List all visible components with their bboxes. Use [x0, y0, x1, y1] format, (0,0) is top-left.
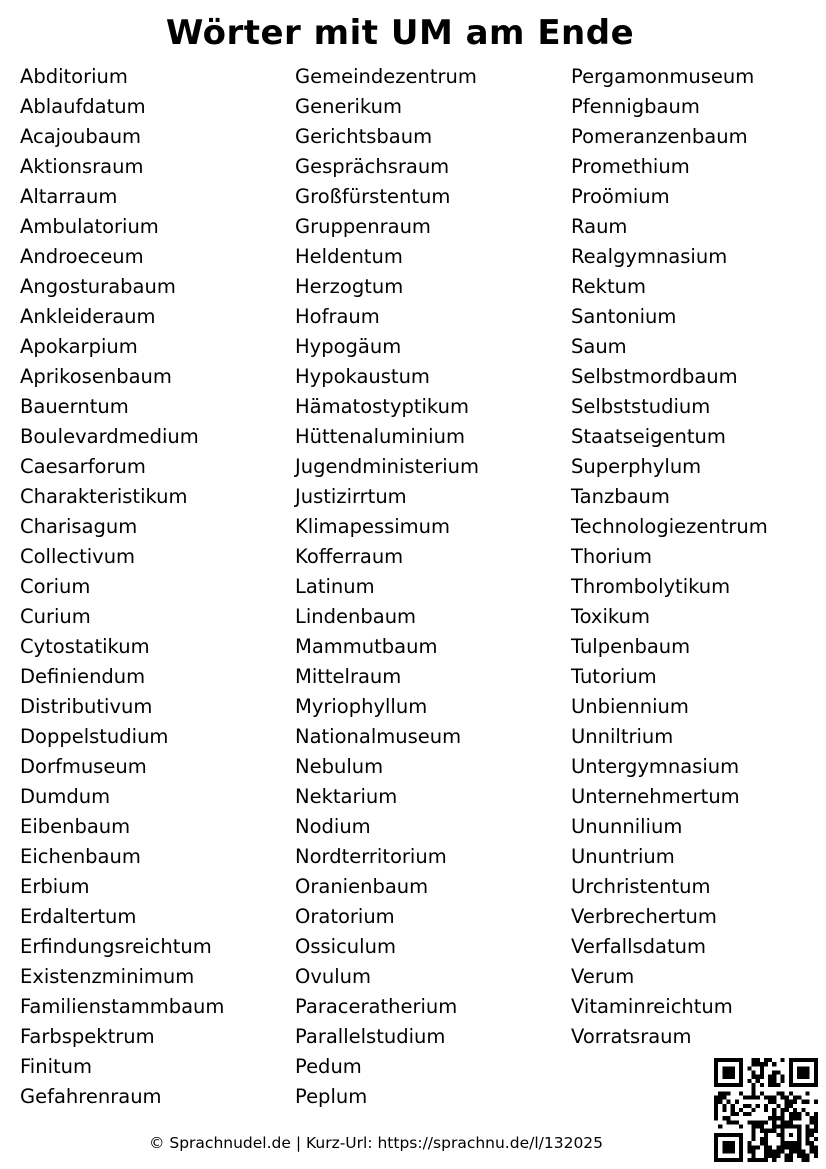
word-item: Peplum — [295, 1085, 368, 1108]
word-item: Ossiculum — [295, 935, 396, 958]
word-item: Justizirrtum — [295, 485, 407, 508]
word-item: Charakteristikum — [20, 485, 188, 508]
word-item: Ununnilium — [571, 815, 683, 838]
word-item: Distributivum — [20, 695, 153, 718]
word-item: Unbiennium — [571, 695, 689, 718]
word-item: Thrombolytikum — [571, 575, 731, 598]
word-item: Hüttenaluminium — [295, 425, 465, 448]
word-item: Corium — [20, 575, 91, 598]
word-item: Nodium — [295, 815, 371, 838]
word-item: Tutorium — [571, 665, 657, 688]
word-item: Finitum — [20, 1055, 92, 1078]
word-item: Realgymnasium — [571, 245, 728, 268]
word-item: Curium — [20, 605, 91, 628]
word-item: Abditorium — [20, 65, 128, 88]
word-item: Apokarpium — [20, 335, 138, 358]
word-item: Charisagum — [20, 515, 138, 538]
word-item: Toxikum — [571, 605, 650, 628]
word-item: Erfindungsreichtum — [20, 935, 212, 958]
word-item: Verum — [571, 965, 635, 988]
word-item: Kofferraum — [295, 545, 404, 568]
word-item: Erbium — [20, 875, 90, 898]
word-item: Altarraum — [20, 185, 118, 208]
word-item: Cytostatikum — [20, 635, 150, 658]
word-item: Pedum — [295, 1055, 362, 1078]
word-item: Boulevardmedium — [20, 425, 199, 448]
word-item: Nationalmuseum — [295, 725, 462, 748]
word-item: Parallelstudium — [295, 1025, 446, 1048]
word-item: Hypogäum — [295, 335, 402, 358]
word-item: Verfallsdatum — [571, 935, 706, 958]
word-item: Existenzminimum — [20, 965, 195, 988]
qr-code-icon[interactable] — [714, 1058, 818, 1162]
word-item: Promethium — [571, 155, 690, 178]
word-item: Nordterritorium — [295, 845, 447, 868]
word-item: Vitaminreichtum — [571, 995, 733, 1018]
word-item: Ovulum — [295, 965, 372, 988]
word-item: Dorfmuseum — [20, 755, 147, 778]
word-item: Dumdum — [20, 785, 111, 808]
word-item: Superphylum — [571, 455, 702, 478]
word-item: Gesprächsraum — [295, 155, 450, 178]
word-item: Caesarforum — [20, 455, 146, 478]
word-item: Farbspektrum — [20, 1025, 155, 1048]
word-item: Collectivum — [20, 545, 136, 568]
word-item: Urchristentum — [571, 875, 711, 898]
word-item: Bauerntum — [20, 395, 129, 418]
word-item: Gefahrenraum — [20, 1085, 162, 1108]
word-item: Myriophyllum — [295, 695, 428, 718]
word-item: Aktionsraum — [20, 155, 144, 178]
word-column-3 — [571, 62, 768, 1052]
word-item: Angosturabaum — [20, 275, 176, 298]
word-item: Hypokaustum — [295, 365, 430, 388]
word-item: Unniltrium — [571, 725, 674, 748]
word-item: Erdaltertum — [20, 905, 137, 928]
word-item: Selbststudium — [571, 395, 711, 418]
word-item: Tulpenbaum — [571, 635, 691, 658]
word-item: Nektarium — [295, 785, 398, 808]
word-item: Latinum — [295, 575, 375, 598]
word-item: Generikum — [295, 95, 402, 118]
word-item: Gerichtsbaum — [295, 125, 433, 148]
word-item: Familienstammbaum — [20, 995, 225, 1018]
word-item: Vorratsraum — [571, 1025, 692, 1048]
word-item: Großfürstentum — [295, 185, 451, 208]
word-item: Thorium — [571, 545, 652, 568]
word-item: Heldentum — [295, 245, 403, 268]
word-item: Pfennigbaum — [571, 95, 700, 118]
word-item: Androeceum — [20, 245, 144, 268]
word-item: Rektum — [571, 275, 646, 298]
word-item: Santonium — [571, 305, 677, 328]
word-item: Oranienbaum — [295, 875, 429, 898]
word-item: Saum — [571, 335, 627, 358]
word-item: Gruppenraum — [295, 215, 431, 238]
word-item: Mammutbaum — [295, 635, 438, 658]
word-item: Verbrechertum — [571, 905, 717, 928]
word-item: Gemeindezentrum — [295, 65, 477, 88]
word-item: Pergamonmuseum — [571, 65, 755, 88]
word-item: Hofraum — [295, 305, 380, 328]
word-column-2 — [295, 62, 479, 1112]
word-item: Staatseigentum — [571, 425, 726, 448]
word-item: Pomeranzenbaum — [571, 125, 748, 148]
word-item: Ununtrium — [571, 845, 675, 868]
word-item: Oratorium — [295, 905, 395, 928]
word-item: Untergymnasium — [571, 755, 740, 778]
word-item: Definiendum — [20, 665, 146, 688]
word-item: Unternehmertum — [571, 785, 740, 808]
word-item: Ambulatorium — [20, 215, 159, 238]
word-item: Doppelstudium — [20, 725, 169, 748]
word-item: Raum — [571, 215, 628, 238]
word-item: Jugendministerium — [295, 455, 480, 478]
word-item: Mittelraum — [295, 665, 402, 688]
word-item: Lindenbaum — [295, 605, 417, 628]
word-item: Technologiezentrum — [571, 515, 768, 538]
word-item: Eichenbaum — [20, 845, 141, 868]
word-item: Hämatostyptikum — [295, 395, 469, 418]
footer-credit: © Sprachnudel.de | Kurz-Url: https://sprachnu.de/l/132025 — [148, 1134, 604, 1152]
word-item: Proömium — [571, 185, 670, 208]
word-item: Klimapessimum — [295, 515, 451, 538]
word-item: Selbstmordbaum — [571, 365, 738, 388]
word-item: Ankleideraum — [20, 305, 156, 328]
word-item: Tanzbaum — [571, 485, 670, 508]
word-item: Acajoubaum — [20, 125, 142, 148]
word-column-1 — [20, 62, 224, 1112]
page-title: Wörter mit UM am Ende — [165, 13, 635, 53]
word-item: Aprikosenbaum — [20, 365, 172, 388]
word-item: Nebulum — [295, 755, 384, 778]
word-item: Herzogtum — [295, 275, 404, 298]
word-item: Paraceratherium — [295, 995, 458, 1018]
word-item: Eibenbaum — [20, 815, 131, 838]
word-item: Ablaufdatum — [20, 95, 146, 118]
